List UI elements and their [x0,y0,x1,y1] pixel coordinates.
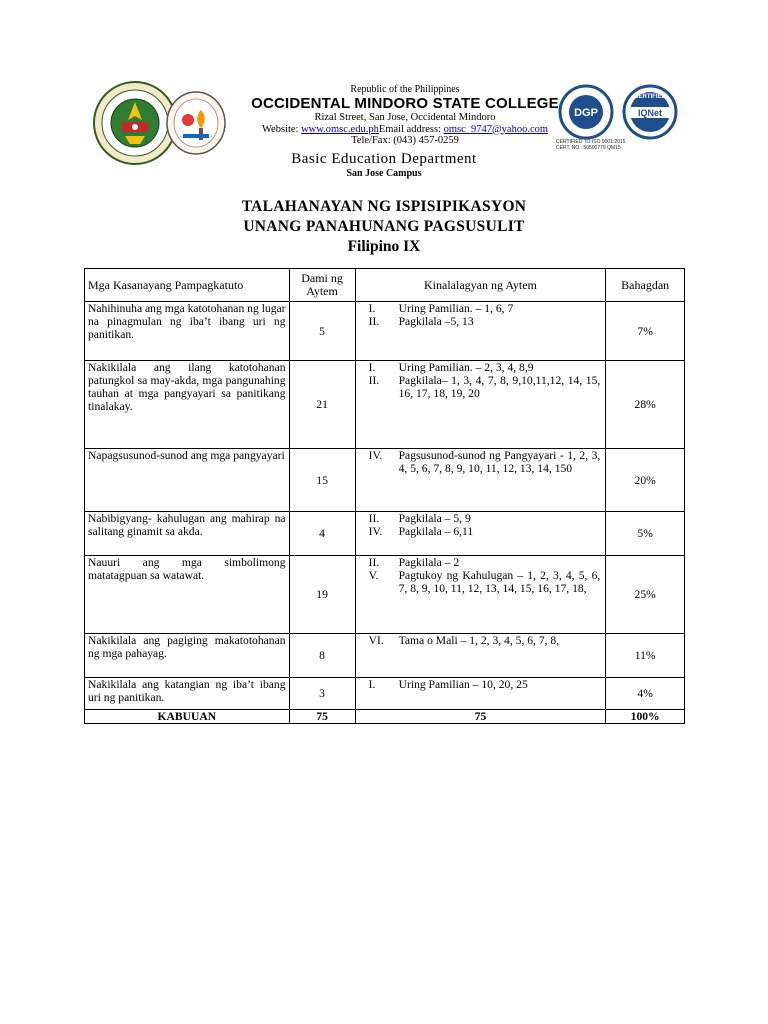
item-location-cell [355,634,606,678]
header-dami: Dami ng Aytem [289,269,355,302]
skill-cell: Nakikilala ang ilang katotohanan patungkol sa may-akda, mga pangunahing tauhan at mga pangyayari sa panitikang tinalakay. [85,361,290,449]
location-entry [359,678,603,691]
percentage-cell: 11% [606,634,685,678]
part-items: Tama o Mali – 1, 2, 3, 4, 5, 6, 7, 8, [398,634,560,647]
part-items: Uring Pamilian. – 2, 3, 4, 8,9 [398,361,534,374]
skill-cell: Nahihinuha ang mga katotohanan ng lugar na pinagmulan ng iba’t ibang uri ng panitikan. [85,302,290,361]
part-number: II. [368,315,380,328]
document-title: TALAHANAYAN NG ISPISIPIKASYON [241,198,527,215]
skill-cell: Nabibigyang- kahulugan ang mahirap na salitang ginamit sa akda. [85,512,290,556]
part-number: IV. [368,449,383,462]
part-items: Pagsusunod-sunod ng Pangyayari - 1, 2, 3, 4, 5, 6, 7, 8, 9, 10, 11, 12, 13, 14, 150 [398,449,601,475]
percentage-cell: 20% [606,449,685,512]
table-row [85,634,685,678]
total-label: KABUUAN [85,710,290,724]
table-row [85,678,685,710]
location-entry [359,361,603,374]
college-name: OCCIDENTAL MINDORO STATE COLLEGE [251,95,559,112]
location-entry [359,374,603,400]
department-seal-logo [165,90,227,156]
table-row [85,556,685,634]
document-titles [0,197,768,257]
total-location: 75 [355,710,606,724]
total-percentage: 100% [606,710,685,724]
part-number: II. [368,556,380,569]
item-count-cell: 15 [289,449,355,512]
cert-caption-line: CERT. NO.: 50500779 QM15 [556,145,621,151]
item-location-cell [355,556,606,634]
percentage-cell: 28% [606,361,685,449]
part-items: Pagtukoy ng Kahulugan – 1, 2, 3, 4, 5, 6, 7, 8, 9, 10, 11, 12, 13, 14, 15, 16, 17, 18, [398,569,601,595]
total-row [85,710,685,724]
item-count-cell: 5 [289,302,355,361]
location-entry [359,302,603,315]
item-location-cell [355,678,606,710]
department-title: Basic Education Department [291,151,477,167]
part-items: Uring Pamilian. – 1, 6, 7 [398,302,514,315]
item-count-cell: 8 [289,634,355,678]
part-number: II. [368,512,380,525]
location-entry [359,569,603,595]
department-block [0,150,768,180]
contact-line [245,124,565,136]
part-number: II. [368,374,380,387]
percentage-cell: 7% [606,302,685,361]
item-location-cell [355,512,606,556]
part-items: Pagkilala –5, 13 [398,315,474,328]
location-entry [359,449,603,475]
cert-caption-line: CERTIFIED TO ISO 9001:2015 [556,139,626,145]
republic-line: Republic of the Philippines [350,84,460,95]
table-row [85,361,685,449]
subject-title: Filipino IX [347,238,421,255]
table-header-row [85,269,685,302]
part-items: Pagkilala – 6,11 [398,525,474,538]
skill-cell: Nakikilala ang katangian ng iba’t ibang uri ng panitikan. [85,678,290,710]
exam-title: UNANG PANAHUNANG PAGSUSULIT [243,218,525,235]
skill-cell: Nakikilala ang pagiging makatotohanan ng mga pahayag. [85,634,290,678]
email-link[interactable]: omsc_9747@yahoo.com [443,123,549,135]
item-location-cell [355,361,606,449]
part-items: Pagkilala– 1, 3, 4, 7, 8, 9,10,11,12, 14, 15, 16, 17, 18, 19, 20 [398,374,601,400]
letterhead [245,84,565,147]
percentage-cell: 5% [606,512,685,556]
item-count-cell: 19 [289,556,355,634]
svg-text:IQNet: IQNet [637,108,663,118]
item-location-cell [355,449,606,512]
item-count-cell: 3 [289,678,355,710]
part-number: VI. [368,634,384,647]
iso-certification-logos [556,84,682,140]
svg-text:CERTIFIED: CERTIFIED [634,94,666,100]
location-entry [359,315,603,328]
item-count-cell: 21 [289,361,355,449]
table-row [85,449,685,512]
header-percentage: Bahagdan [606,269,685,302]
table-row [85,512,685,556]
svg-text:DGP: DGP [574,107,598,119]
website-link[interactable]: www.omsc.edu.ph [301,123,379,135]
part-number: IV. [368,525,383,538]
part-items: Pagkilala – 5, 9 [398,512,471,525]
website-label: Website: [261,123,302,135]
percentage-cell: 4% [606,678,685,710]
location-entry [359,556,603,569]
email-label: Email address: [378,123,444,135]
location-entry [359,512,603,525]
address-line: Rizal Street, San Jose, Occidental Mindoro [314,112,496,123]
part-items: Uring Pamilian – 10, 20, 25 [398,678,528,691]
location-entry [359,634,603,647]
part-number: I. [368,302,376,315]
header-location: Kinalalagyan ng Aytem [355,269,606,302]
skill-cell: Nauuri ang mga simbolimong matatagpuan sa watawat. [85,556,290,634]
part-items: Pagkilala – 2 [398,556,460,569]
part-number: I. [368,678,376,691]
total-item-count: 75 [289,710,355,724]
specification-table [84,268,685,724]
item-count-cell: 4 [289,512,355,556]
location-entry [359,525,603,538]
telfax-line: Tele/Fax: (043) 457-0259 [351,135,459,146]
percentage-cell: 25% [606,556,685,634]
table-row [85,302,685,361]
campus-name: San Jose Campus [346,168,422,179]
skill-cell: Napagsusunod-sunod ang mga pangyayari [85,449,290,512]
part-number: I. [368,361,376,374]
part-number: V. [368,569,379,582]
header-skill: Mga Kasanayang Pampagkatuto [85,269,290,302]
item-location-cell [355,302,606,361]
